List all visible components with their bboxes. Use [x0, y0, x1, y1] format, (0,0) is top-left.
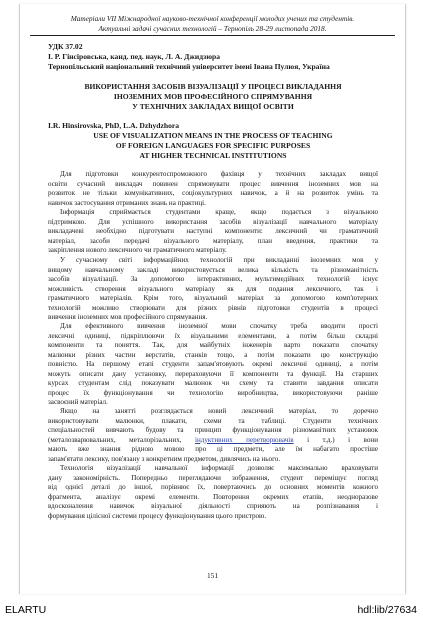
title-ukrainian-line-1: ВИКОРИСТАННЯ ЗАСОБІВ ВІЗУАЛІЗАЦІЇ У ПРОЦЕСІ ВИКЛАДАННЯ	[84, 82, 342, 91]
text-line: підтримкою. Для успішного використання засобів візуалізації навчального матеріалу	[48, 217, 378, 226]
text-line: закріплення нового лексичного чи граматичного матеріалу.	[48, 246, 227, 255]
title-ukrainian-line-3: У ТЕХНІЧНИХ ЗАКЛАДАХ ВИЩОЇ ОСВІТИ	[132, 102, 294, 111]
text-line: розвиток не тільки комунікативних, соціокультурних навичок, а й на розвиток умінь та	[48, 189, 378, 198]
paragraph-4	[48, 322, 378, 408]
authors-ukrainian: І. Р. Гінсіровська, канд. пед. наук, Л. А. Джидзюра	[48, 52, 221, 61]
text-fragment: і т.д.) і вони	[293, 435, 378, 444]
authors-english: I.R. Hinsirovska, PhD, L.A. Dzhydzhora	[48, 121, 180, 130]
text-line: засвоєний матеріал.	[48, 398, 108, 407]
text-line: використовувати малюнки, плакати, схеми та таблиці. Студенти технічних	[48, 416, 378, 425]
running-header-line-1: Матеріали VІІ Міжнародної науково-технічної конференції молодих учених та студентів.	[70, 14, 355, 23]
text-line: дану закономірність. Попередньо переглядаючи зображення, студент переміщує погляд	[48, 473, 378, 482]
text-line: граматичного матеріалів. Крім того, візуальний матеріал за допомогою комп'ютерних	[48, 294, 378, 303]
text-line: процес їх функціонування чи технологію виробництва, використовуючи раніше	[48, 388, 378, 397]
page-number: 151	[206, 571, 219, 580]
paragraph-1	[48, 170, 378, 208]
udc-code: УДК 37.02	[48, 42, 83, 51]
text-line: У сучасному світі інформаційних технологій при викладанні іноземних мов у	[60, 256, 378, 264]
text-line: матеріал, засоби передачі візуального матеріалу, план введення, практики та	[48, 236, 378, 245]
text-line: формування цілісної системи процесу функціонування цього пристрою.	[48, 511, 267, 520]
text-line: Технологія візуалізації навчальної інформації дозволяє максимально враховувати	[60, 464, 378, 472]
text-line: спеціальностей вивчають будову та принцип функціонування різноманітних установок	[48, 426, 378, 435]
text-line: мають вже знання рідною мовою про ці предмети, але їм набагато простіше	[48, 445, 378, 454]
paragraph-6	[48, 464, 378, 521]
text-line-with-link	[48, 436, 378, 446]
inductive-transducers-link[interactable]: індуктивних перетворювачів	[195, 435, 294, 444]
text-line: викладачеві необхідно підготувати наступні компоненти: лексичний чи граматичний	[48, 227, 378, 236]
paragraph-5	[48, 407, 378, 464]
running-header-line-2: Актуальні задачі сучасних технологій – Тернопіль 28-29 листопада 2018.	[98, 24, 327, 33]
text-line: Якщо на занятті розглядається новий лексичний матеріал, то доречно	[60, 407, 378, 415]
text-line: навичок застосування отриманих знань на практиці.	[48, 198, 206, 207]
repository-name: ELARTU	[5, 604, 47, 616]
text-line: малюнки різних частин верстатів, станків тощо, а потім показати цю конструкцію	[48, 350, 378, 359]
text-line: засобів візуалізації. За допомогою інтерактивних, мультимедійних технологій існує	[48, 275, 378, 284]
text-line: компоненти та поняття. Так, для майбутніх інженерів варто показати спочатку	[48, 341, 378, 350]
handle-id: hdl:lib/27634	[357, 604, 417, 616]
text-line: можливість створення візуального матеріалу як для подання лексичного, так і	[48, 284, 378, 293]
text-line: лексичні одиниці, підкріплюючи їх візуальними елементами, а потім більш складні	[48, 331, 378, 340]
text-line: технологій можливо створювати для різних рівнів підготовки студентів в процесі	[48, 303, 378, 312]
title-english-line-2: OF FOREIGN LANGUAGES FOR SPECIFIC PURPOSES	[115, 141, 311, 150]
text-line: Для ефективного вивчення іноземної мови спочатку треба вводити прості	[60, 322, 378, 330]
text-line: можуть описати дану установку, перераховуючи її компоненти та функції. На старших	[48, 369, 378, 378]
title-ukrainian-line-2: ІНОЗЕМНИХ МОВ ПРОФЕСІЙНОГО СПРЯМУВАННЯ	[113, 92, 313, 101]
paragraph-3	[48, 256, 378, 323]
text-line: вивчення іноземних мов професійного спрямування.	[48, 313, 208, 322]
header-rule	[30, 35, 395, 36]
text-line: Для підготовки конкурентоспроможного фахівця у технічних закладах вищої	[60, 170, 378, 178]
text-line: від однієї деталі до іншої, порівнює їх, повертаючись до основних моментів кожного	[48, 483, 378, 492]
text-line: освіти сучасний викладач повинен спрямовувати процес вивчення іноземних мов на	[48, 179, 378, 188]
title-english-line-3: AT HIGHER TECHNICAL INSTITUTIONS	[139, 151, 287, 160]
title-english-line-1: USE OF VISUALIZATION MEANS IN THE PROCESS OF TEACHING	[93, 131, 333, 140]
text-line: Інформація сприймається студентами краще, якщо подається з візуальною	[60, 208, 378, 216]
text-line: курсах студентам слід показувати малюнок чи схему та ставити завдання описати	[48, 379, 378, 388]
paragraph-2	[48, 208, 378, 256]
text-line: фрагмента, аналізує окремі елементи. Повторення окремих етапів, неодноразове	[48, 492, 378, 501]
text-line: запам'ятати лексику, пов'язану з конкретним предметом, дивлячись на нього.	[48, 454, 281, 463]
text-line: повністю. На першому етапі студенти запам'ятовують окремі лексичні одиниці, а потім	[48, 360, 378, 369]
document-page	[19, 4, 406, 594]
affiliation: Тернопільський національний технічний університет імені Івана Пулюя, Україна	[48, 62, 330, 71]
text-line: вдосконалення навичок візуальної діяльності сприяють на розпізнавання і	[48, 502, 378, 511]
text-fragment: (металозварювальних, металорізальних,	[48, 435, 195, 444]
text-line: вищому навчальному закладі використовується велика кількість та різноманітність	[48, 265, 378, 274]
